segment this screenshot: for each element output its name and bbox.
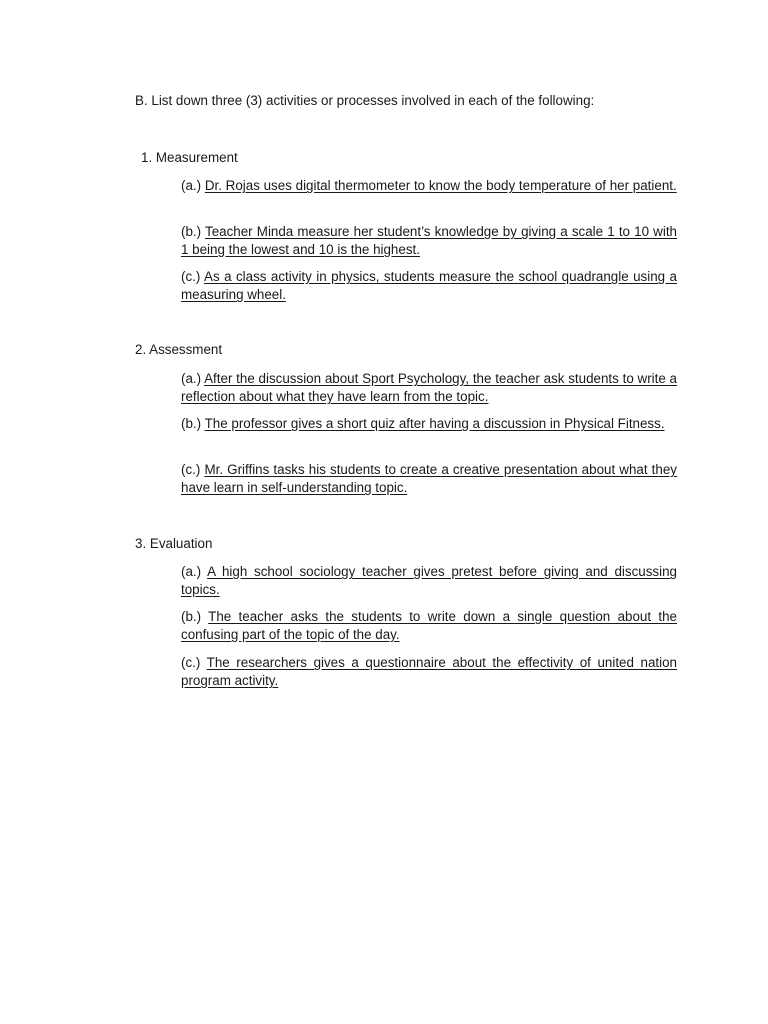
item-marker: (a.) <box>181 564 202 579</box>
section-heading-assessment: 2. Assessment <box>135 342 223 357</box>
item-marker: (b.) <box>181 224 202 239</box>
item-marker: (c.) <box>181 655 201 670</box>
list-item <box>181 415 677 433</box>
list-item <box>181 563 677 599</box>
list-item <box>181 608 677 644</box>
item-answer: After the discussion about Sport Psychology, the teacher ask students to write a reflection about what they have learn from the topic. <box>181 371 677 404</box>
item-marker: (b.) <box>181 609 202 624</box>
list-item <box>181 461 677 497</box>
item-marker: (a.) <box>181 371 202 386</box>
list-item <box>181 268 677 304</box>
item-answer: As a class activity in physics, students measure the school quadrangle using a measuring wheel. <box>181 269 677 302</box>
item-answer: The professor gives a short quiz after having a discussion in Physical Fitness. <box>204 416 665 431</box>
item-marker: (a.) <box>181 178 202 193</box>
section-heading-evaluation: 3. Evaluation <box>135 536 213 551</box>
item-answer: Teacher Minda measure her student’s knowledge by giving a scale 1 to 10 with 1 being the lowest and 10 is the highest. <box>181 224 677 257</box>
section-heading-measurement: 1. Measurement <box>141 150 238 165</box>
item-answer: Dr. Rojas uses digital thermometer to know the body temperature of her patient. <box>204 178 677 193</box>
list-item <box>181 223 677 259</box>
list-item <box>181 654 677 690</box>
item-answer: A high school sociology teacher gives pretest before giving and discussing topics. <box>181 564 677 597</box>
item-answer: Mr. Griffins tasks his students to create a creative presentation about what they have learn in self-understanding topic. <box>181 462 677 495</box>
item-marker: (c.) <box>181 269 201 284</box>
item-marker: (c.) <box>181 462 201 477</box>
item-marker: (b.) <box>181 416 202 431</box>
item-answer: The researchers gives a questionnaire about the effectivity of united nation program activity. <box>181 655 677 688</box>
instruction-text: B. List down three (3) activities or processes involved in each of the following: <box>135 93 595 108</box>
item-answer: The teacher asks the students to write down a single question about the confusing part of the topic of the day. <box>181 609 677 642</box>
list-item <box>181 370 677 406</box>
list-item <box>181 177 677 195</box>
